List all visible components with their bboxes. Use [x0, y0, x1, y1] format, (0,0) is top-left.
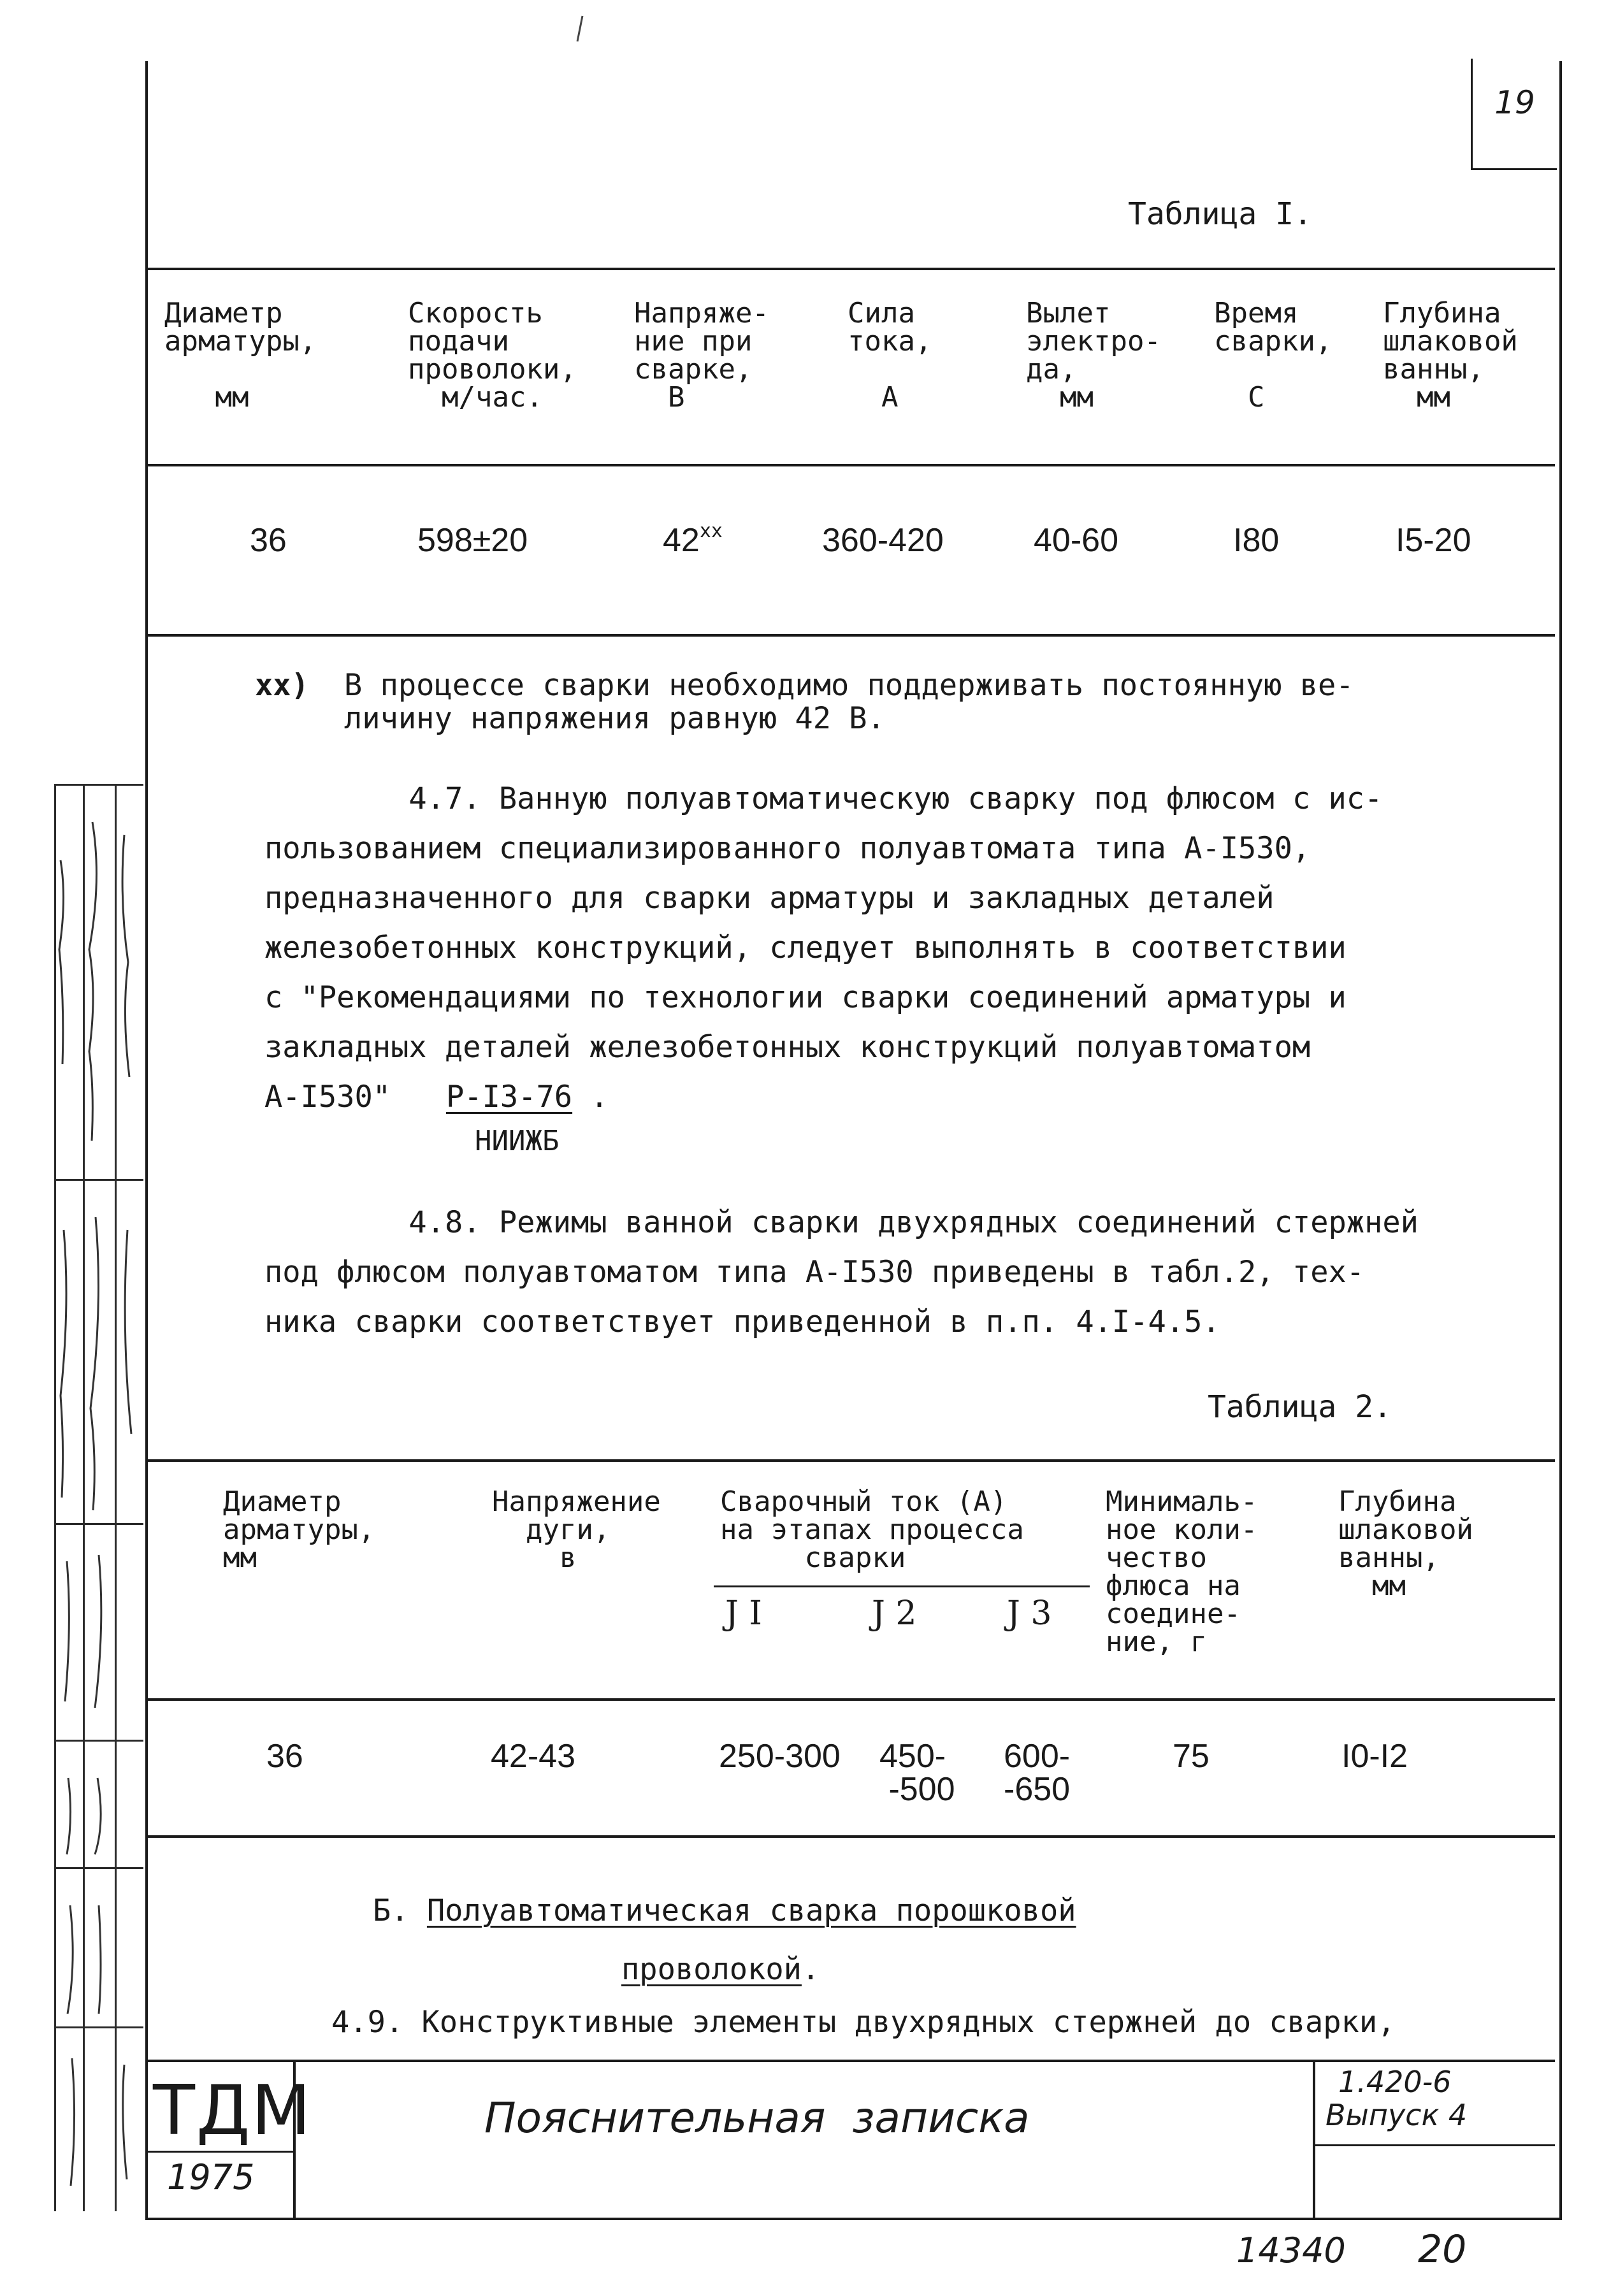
- table1-cell-weld-time: I80: [1233, 522, 1280, 559]
- titleblock-code: 1.420-6: [1338, 2065, 1452, 2099]
- table1-header-weld-time: Время сварки, С: [1214, 297, 1333, 414]
- table1-top-rule: [148, 268, 1555, 270]
- table1-header-slag-depth: Глубина шлаковой ванны, мм: [1383, 297, 1518, 414]
- titleblock-logo: ТДМ: [153, 2071, 312, 2151]
- table2-header-voltage: Напряжение дуги, в: [492, 1485, 661, 1574]
- table1-cell-diameter: 36: [250, 522, 287, 559]
- footer-number: 14340: [1236, 2230, 1346, 2271]
- table2-header-current-group: Сварочный ток (А) на этапах процесса сварки: [720, 1485, 1024, 1574]
- table1-header-diameter: Диаметр арматуры, мм: [164, 297, 317, 414]
- table2-cell-j1: 250-300: [719, 1738, 841, 1775]
- table1-cell-slag-depth: I5-20: [1396, 522, 1471, 559]
- table1-cell-voltage: $42^{хх}$: [663, 520, 723, 559]
- table1-cell-current: 360-420: [822, 522, 944, 559]
- titleblock-issue: Выпуск 4: [1325, 2098, 1468, 2132]
- table1-bottom-rule: [148, 634, 1555, 637]
- page-number: 19: [1471, 59, 1557, 170]
- titleblock-logo-rule: [148, 2151, 294, 2153]
- footnote-marker: хх): [255, 668, 309, 703]
- paragraph-4-8: 4.8. Режимы ванной сварки двухрядных соединений стержней под флюсом полуавтоматом типа А-I530 приведены в табл.2, тех- ника сварки соответствует приведенной в п.п. 4.I-4.5.: [264, 1205, 1419, 1339]
- table2-cell-j2: 450- -500: [879, 1738, 955, 1808]
- table2-top-rule: [148, 1459, 1555, 1462]
- paragraph-4-7-org: НИИЖБ: [475, 1125, 560, 1157]
- edge-mark-top: [574, 13, 586, 45]
- table1-cell-electrode-reach: 40-60: [1034, 522, 1118, 559]
- paragraph-4-9: 4.9. Конструктивные элементы двухрядных стержней до сварки,: [331, 2005, 1396, 2040]
- table2-caption: Таблица 2.: [1208, 1389, 1392, 1425]
- table2-cell-slag-depth: I0-I2: [1341, 1738, 1408, 1775]
- titleblock-code-rule: [1314, 2144, 1555, 2146]
- titleblock-code-divider: [1313, 2060, 1315, 2218]
- footer-sheet: 20: [1418, 2227, 1467, 2272]
- left-margin-stamp: [54, 784, 143, 2211]
- table1-header-wire-speed: Скорость подачи проволоки, м/час.: [408, 297, 577, 414]
- table2-header-j2: J 2: [872, 1594, 917, 1633]
- section-b-heading: Б. Полуавтоматическая сварка порошковой: [373, 1893, 1076, 1928]
- footnote-text: В процессе сварки необходимо поддерживать постоянную ве- личину напряжения равную 42 В.: [344, 668, 1354, 736]
- section-b-title-line1: Полуавтоматическая сварка порошковой: [426, 1893, 1076, 1928]
- table1-cell-wire-speed: 598±20: [417, 522, 528, 559]
- table2-header-flux: Минималь- ное коли- чество флюса на соедине- ние, г: [1106, 1485, 1258, 1658]
- table1-voltage-marker: хх: [699, 520, 723, 542]
- titleblock-year: 1975: [167, 2157, 255, 2197]
- table1-header-voltage: Напряже- ние при сварке, В: [634, 297, 769, 414]
- margin-signatures: [54, 784, 143, 2211]
- section-b-title-line2: проволокой.: [621, 1952, 820, 1987]
- table2-current-subrule: [714, 1585, 1090, 1587]
- table2-header-diameter: Диаметр арматуры, мм: [223, 1485, 375, 1574]
- table2-bottom-rule: [148, 1835, 1555, 1838]
- table1-header-rule: [148, 464, 1555, 466]
- titleblock-title: Пояснительная записка: [484, 2093, 1030, 2142]
- table2-header-j3: J 3: [1007, 1594, 1052, 1633]
- table2-header-slag-depth: Глубина шлаковой ванны, мм: [1338, 1485, 1473, 1602]
- paragraph-4-7-ref: Р-I3-76 .: [446, 1079, 609, 1115]
- table2-header-rule: [148, 1698, 1555, 1701]
- table1-header-current: Сила тока, А: [848, 297, 932, 414]
- table1-caption: Таблица I.: [1128, 196, 1312, 232]
- paragraph-4-7: 4.7. Ванную полуавтоматическую сварку под флюсом с ис- пользованием специализированного полуавтомата типа А-I530, предназначенного для сварки арматуры и закладных деталей железобетонных конструкций, следует выполнять в соответствии с "Рекомендациями по технологии сварки соединений арматуры и закладных деталей железобетонных конструкций полуавтоматом А-I530": [264, 781, 1383, 1115]
- table2-cell-j3: 600- -650: [1004, 1738, 1071, 1808]
- table2-cell-voltage: 42-43: [491, 1738, 575, 1775]
- table2-header-j1: J I: [725, 1594, 762, 1633]
- table1-header-electrode-reach: Вылет электро- да, мм: [1026, 297, 1161, 414]
- standard-ref: Р-I3-76: [446, 1079, 573, 1115]
- table2-cell-flux: 75: [1173, 1738, 1210, 1775]
- titleblock-top-rule: [148, 2060, 1555, 2062]
- table2-cell-diameter: 36: [266, 1738, 303, 1775]
